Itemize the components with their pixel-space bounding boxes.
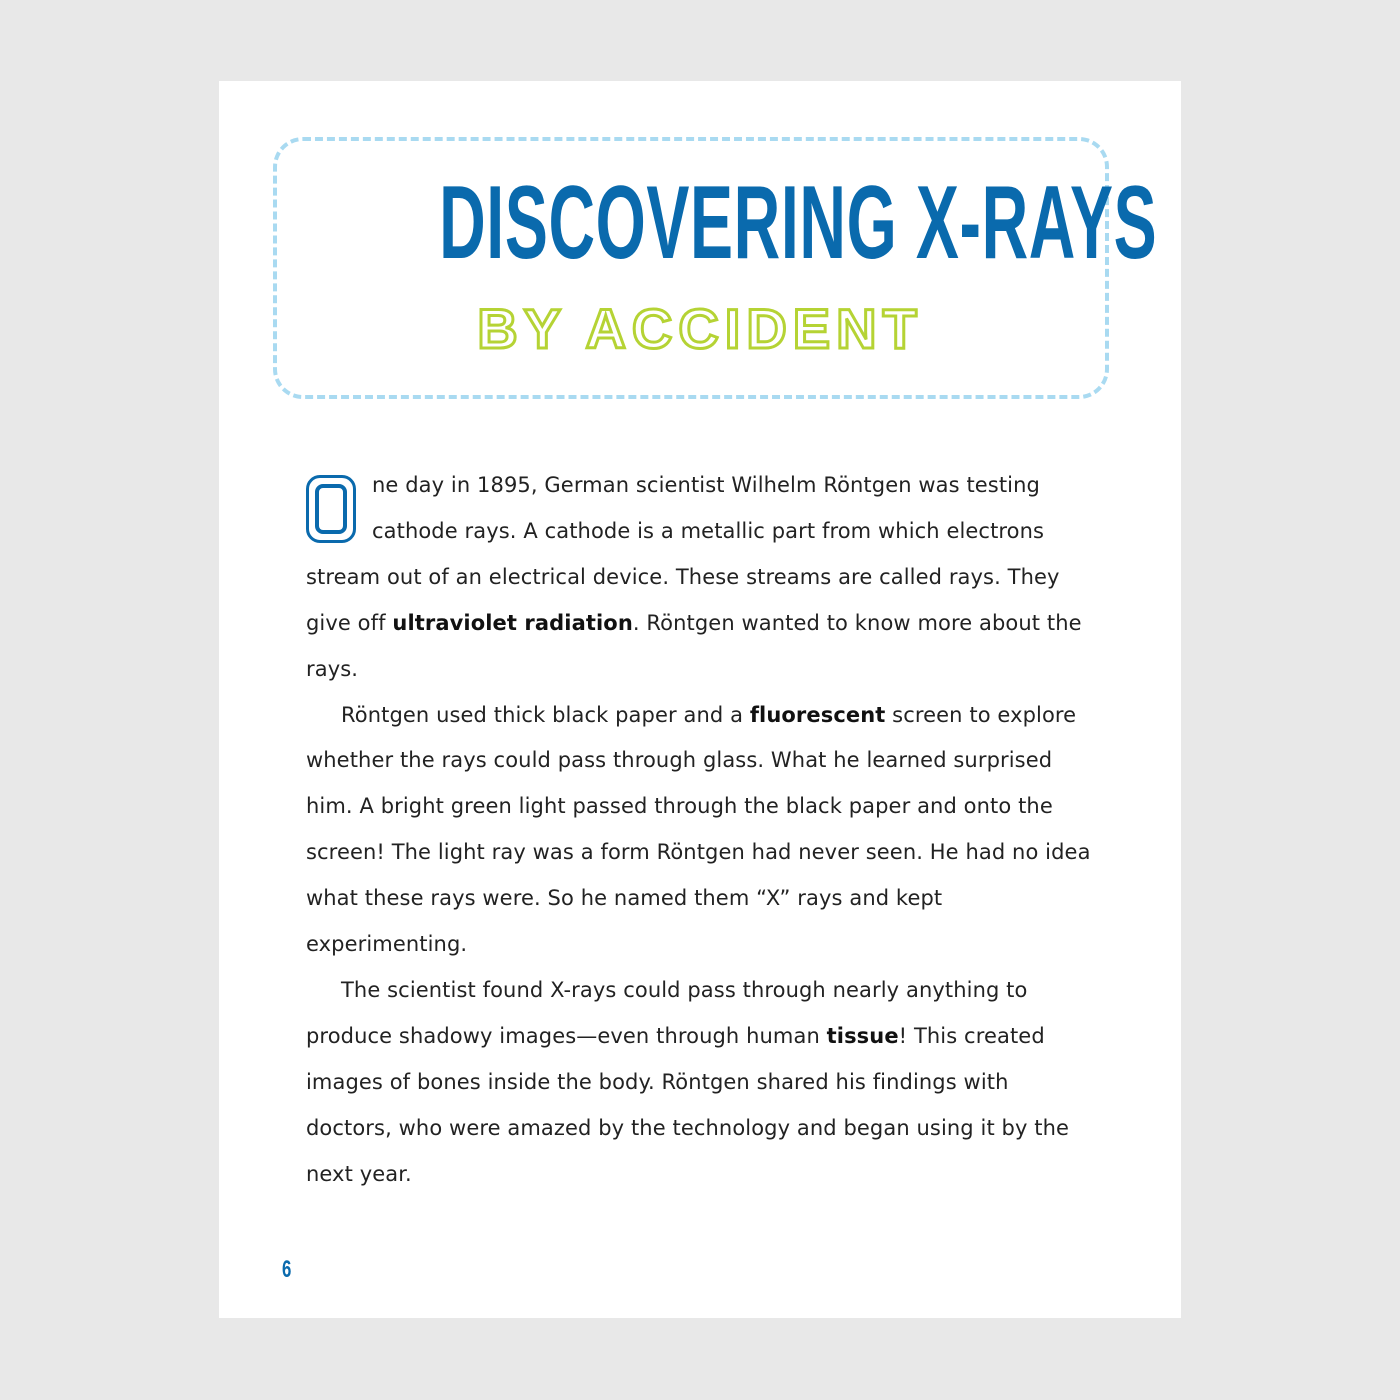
glossary-term: tissue — [826, 1023, 899, 1048]
page-number: 6 — [282, 1256, 292, 1283]
paragraph-text: ne day in 1895, German scientist Wilhelm Röntgen was testing cathode rays. A cathode is a metallic part from which electrons stream out of an electrical device. These streams are called rays. They give off — [306, 473, 1060, 635]
paragraph-text: ! This created images of bones inside the body. Röntgen shared his findings with doctors, who were amazed by the technology and began using it by the next year. — [306, 1023, 1070, 1186]
paragraph-text: screen to explore whether the rays could pass through glass. What he learned surprised him. A bright green light passed through the black paper and onto the screen! The light ray was a form Röntgen had never seen. He had no idea what these rays were. So he named them “X” rays and kept experimenting. — [306, 702, 1091, 957]
paragraph-text: . Röntgen wanted to know more about the rays. — [306, 610, 1082, 681]
drop-cap-o — [306, 475, 356, 543]
body-text — [306, 463, 1096, 1198]
paragraph-text: The scientist found X-rays could pass through nearly anything to produce shadowy images—even through human — [306, 977, 1028, 1048]
paragraph-3 — [306, 968, 1096, 1198]
glossary-term: ultraviolet radiation — [392, 610, 633, 635]
page-subtitle: BY ACCIDENT — [477, 297, 923, 360]
paragraph-2 — [306, 693, 1096, 968]
paragraph-text: Röntgen used thick black paper and a — [341, 702, 750, 727]
page-title: DISCOVERING X-RAYS — [439, 165, 1158, 281]
glossary-term: fluorescent — [749, 702, 886, 727]
book-page — [219, 81, 1181, 1318]
paragraph-1 — [306, 463, 1096, 693]
